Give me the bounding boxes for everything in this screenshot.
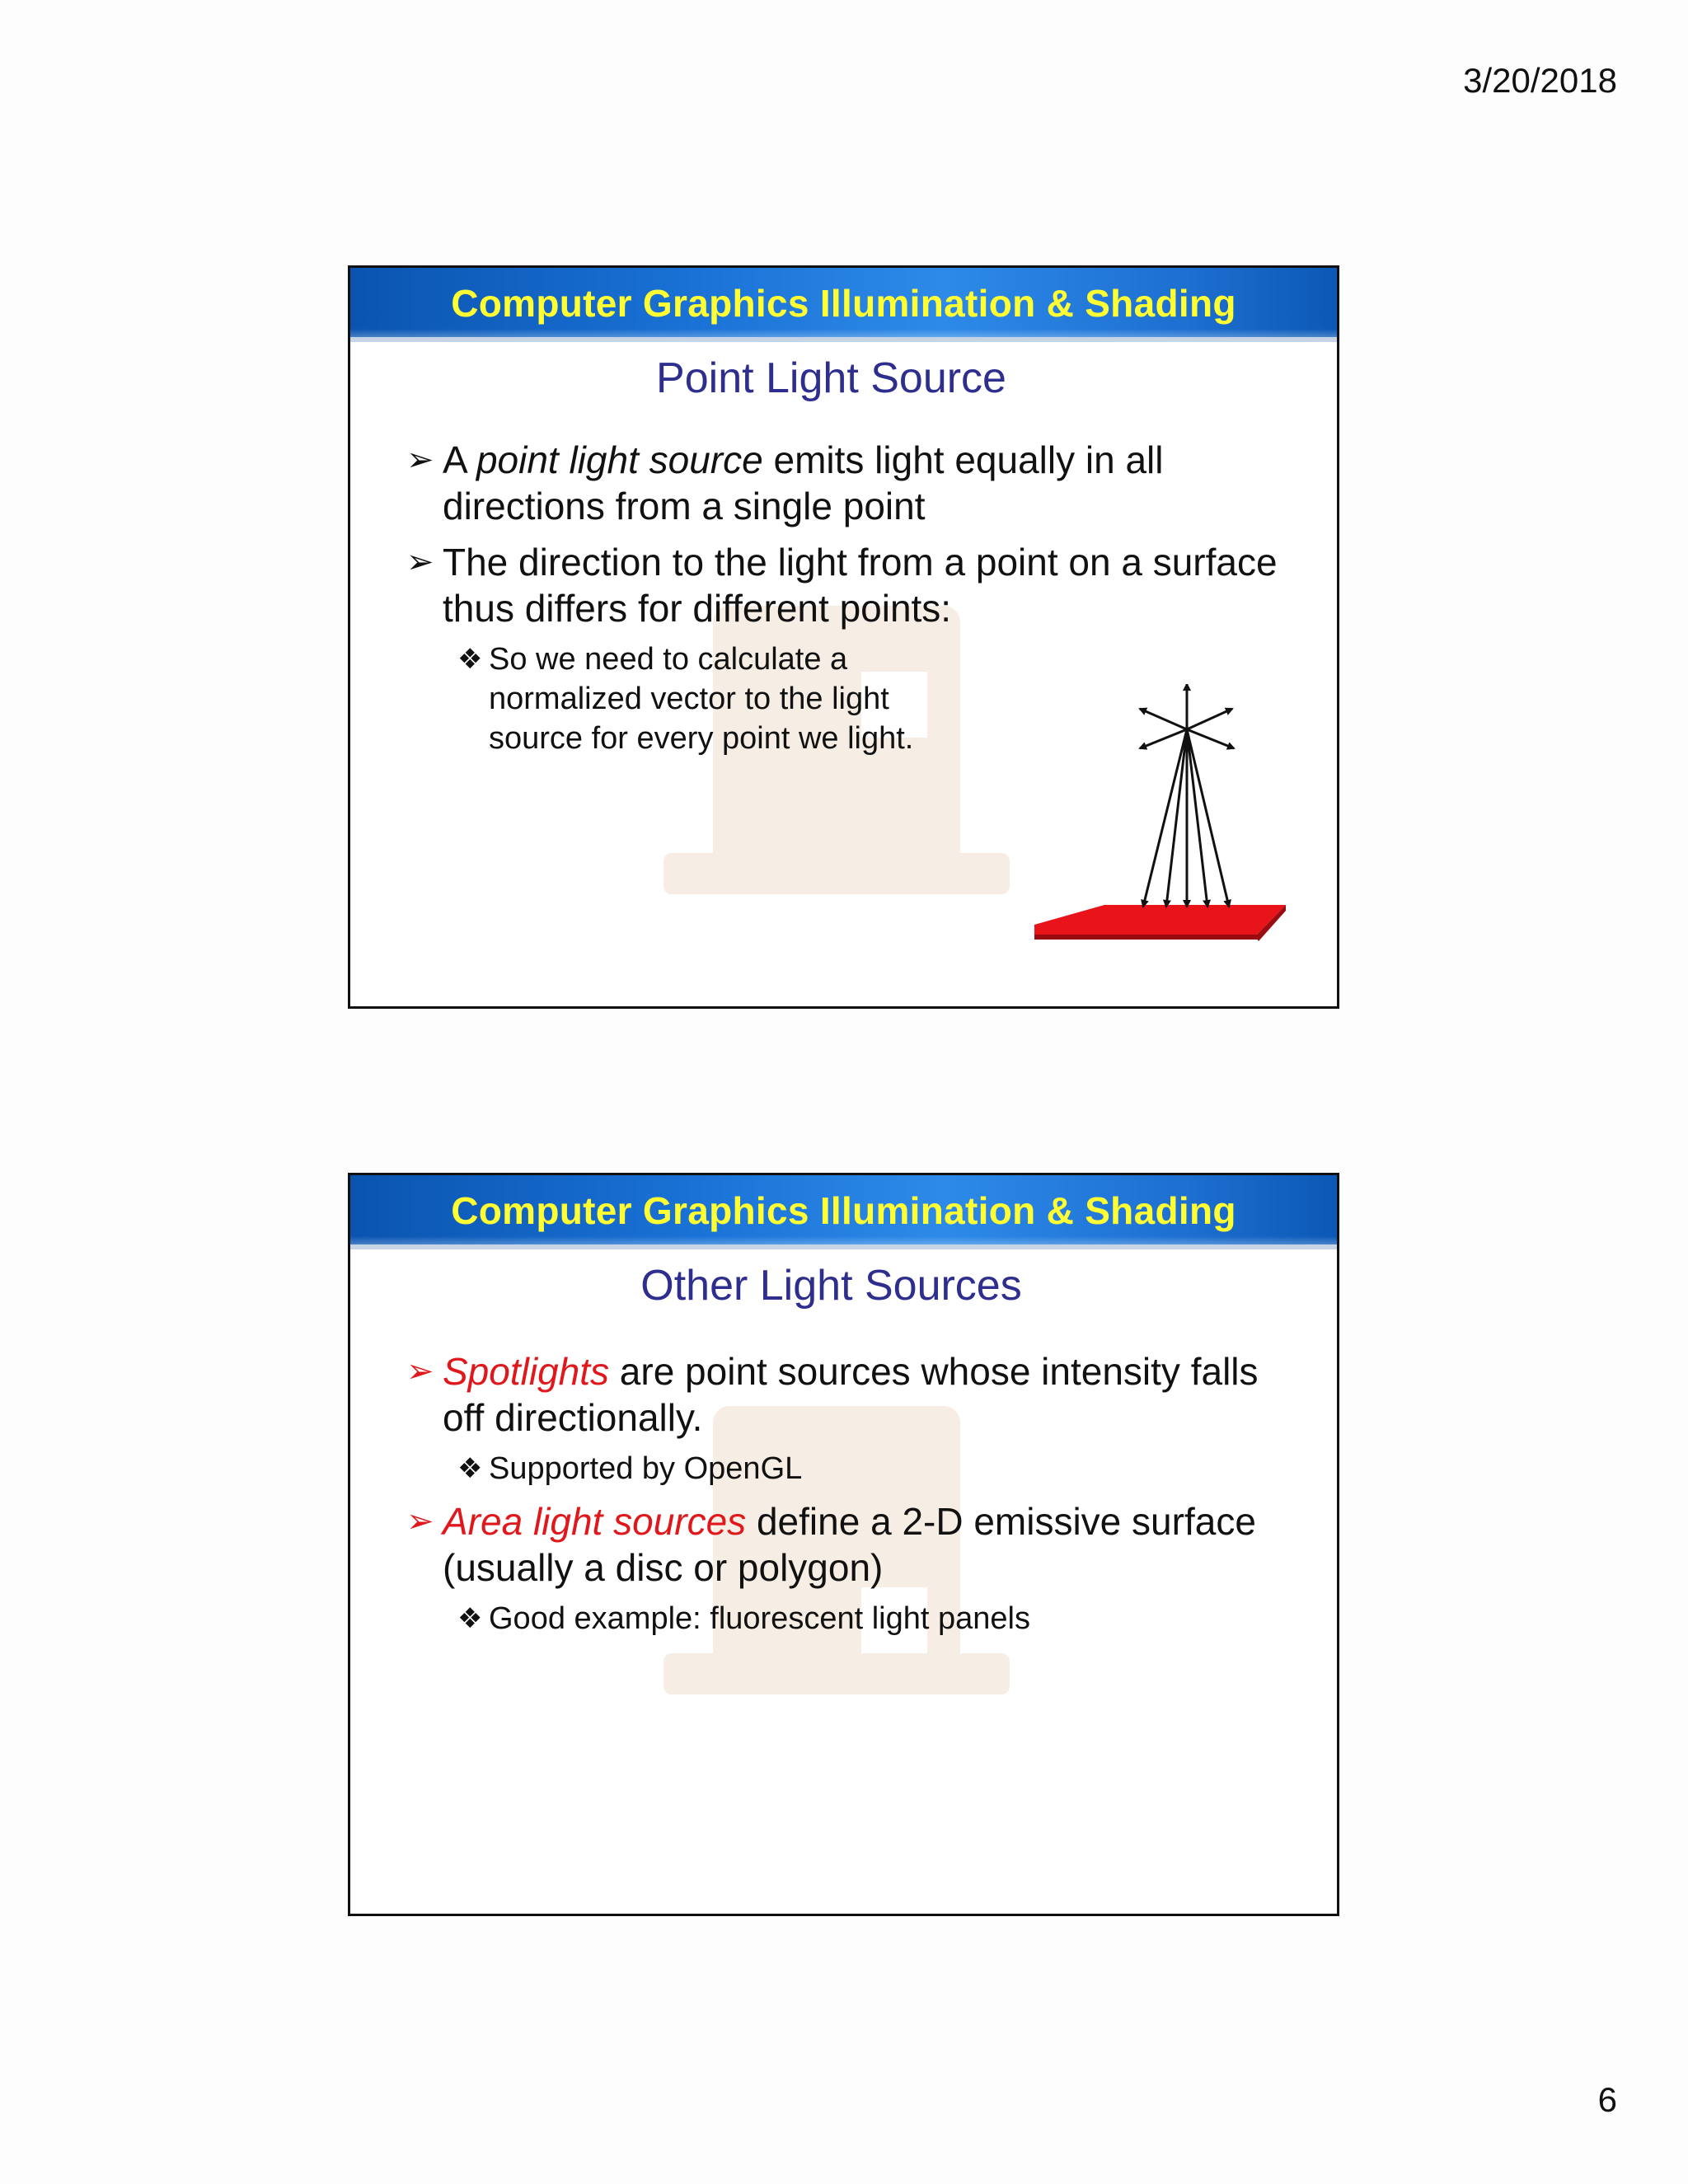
sub-bullet-item	[406, 640, 917, 758]
arrowhead-bullet-icon: ➢	[406, 544, 434, 580]
arrowhead-bullet-icon: ➢	[406, 442, 434, 478]
header-title: Computer Graphics Illumination & Shading	[451, 1189, 1236, 1232]
bullet-item	[406, 1498, 1287, 1591]
header-title: Computer Graphics Illumination & Shading	[451, 282, 1236, 325]
slide-header	[350, 268, 1337, 342]
page-number: 6	[1597, 2080, 1617, 2119]
point-light-diagram	[960, 684, 1290, 956]
slide-point-light-source	[348, 265, 1339, 1009]
bullet-emphasis: point light source	[476, 438, 763, 481]
red-surface	[1034, 905, 1286, 936]
bullet-text: The direction to the light from a point on a surface thus differs for different points:	[443, 541, 1278, 630]
sub-bullet-text: So we need to calculate a normalized vector to the light source for every point we light.	[489, 642, 914, 756]
bullet-list	[406, 1348, 1287, 1648]
sub-bullet-item	[406, 1449, 1287, 1488]
bullet-text: define a 2-D emissive surface (usually a disc or polygon)	[443, 1500, 1256, 1589]
bullet-item	[406, 437, 1287, 529]
arrowhead-bullet-icon: ➢	[406, 1503, 434, 1540]
sub-bullet-text: Supported by OpenGL	[489, 1451, 803, 1486]
slide-other-light-sources	[348, 1173, 1339, 1916]
bullet-emphasis: Area light sources	[443, 1500, 747, 1543]
slide-header	[350, 1175, 1337, 1249]
slide-title: Point Light Source	[656, 354, 1006, 402]
slide-title: Other Light Sources	[640, 1262, 1022, 1310]
bullet-item	[406, 1348, 1287, 1441]
four-diamond-bullet-icon: ❖	[457, 1603, 483, 1634]
page-date: 3/20/2018	[1463, 61, 1617, 100]
four-diamond-bullet-icon: ❖	[457, 1453, 483, 1484]
four-diamond-bullet-icon: ❖	[457, 644, 483, 675]
sub-bullet-item	[406, 1599, 1287, 1638]
bullet-item	[406, 539, 1287, 631]
arrowhead-bullet-icon: ➢	[406, 1353, 434, 1390]
sub-bullet-text: Good example: fluorescent light panels	[489, 1601, 1030, 1636]
bullet-prefix: A	[443, 438, 476, 481]
bullet-emphasis: Spotlights	[443, 1350, 610, 1393]
bullet-text: are point sources whose intensity falls off directionally.	[443, 1350, 1259, 1439]
bullet-text: emits light equally in all directions from a single point	[443, 438, 1164, 527]
